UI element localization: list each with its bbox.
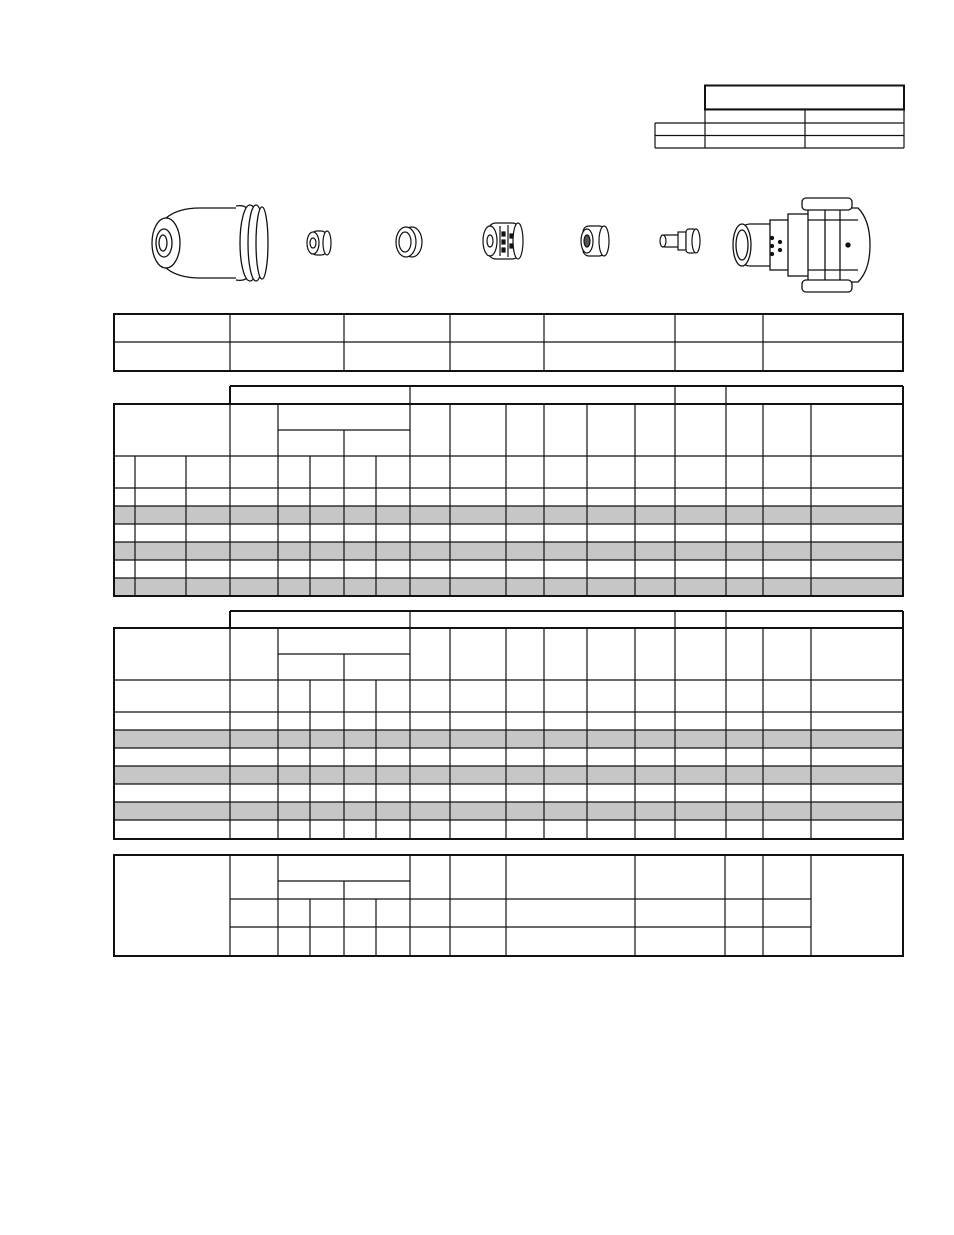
settings-table <box>113 854 904 957</box>
legend-table-lines <box>655 85 905 149</box>
part-numbers-table <box>113 313 904 372</box>
cut-chart-2 <box>113 610 904 840</box>
swirl-ring-icon <box>480 220 528 262</box>
nozzle-icon <box>578 223 612 259</box>
cut-chart-2-lines <box>113 610 904 840</box>
settings-table-lines <box>113 854 904 957</box>
ring-icon <box>392 225 426 259</box>
ring-icon <box>305 228 337 258</box>
cut-chart-1-lines <box>113 385 904 597</box>
legend-table <box>655 85 905 149</box>
torch-icon <box>730 190 875 295</box>
cut-chart-1 <box>113 385 904 597</box>
consumables-illustration <box>130 185 880 300</box>
part-numbers-table-lines <box>113 313 904 372</box>
shield-icon <box>138 200 268 285</box>
electrode-icon <box>658 227 704 255</box>
